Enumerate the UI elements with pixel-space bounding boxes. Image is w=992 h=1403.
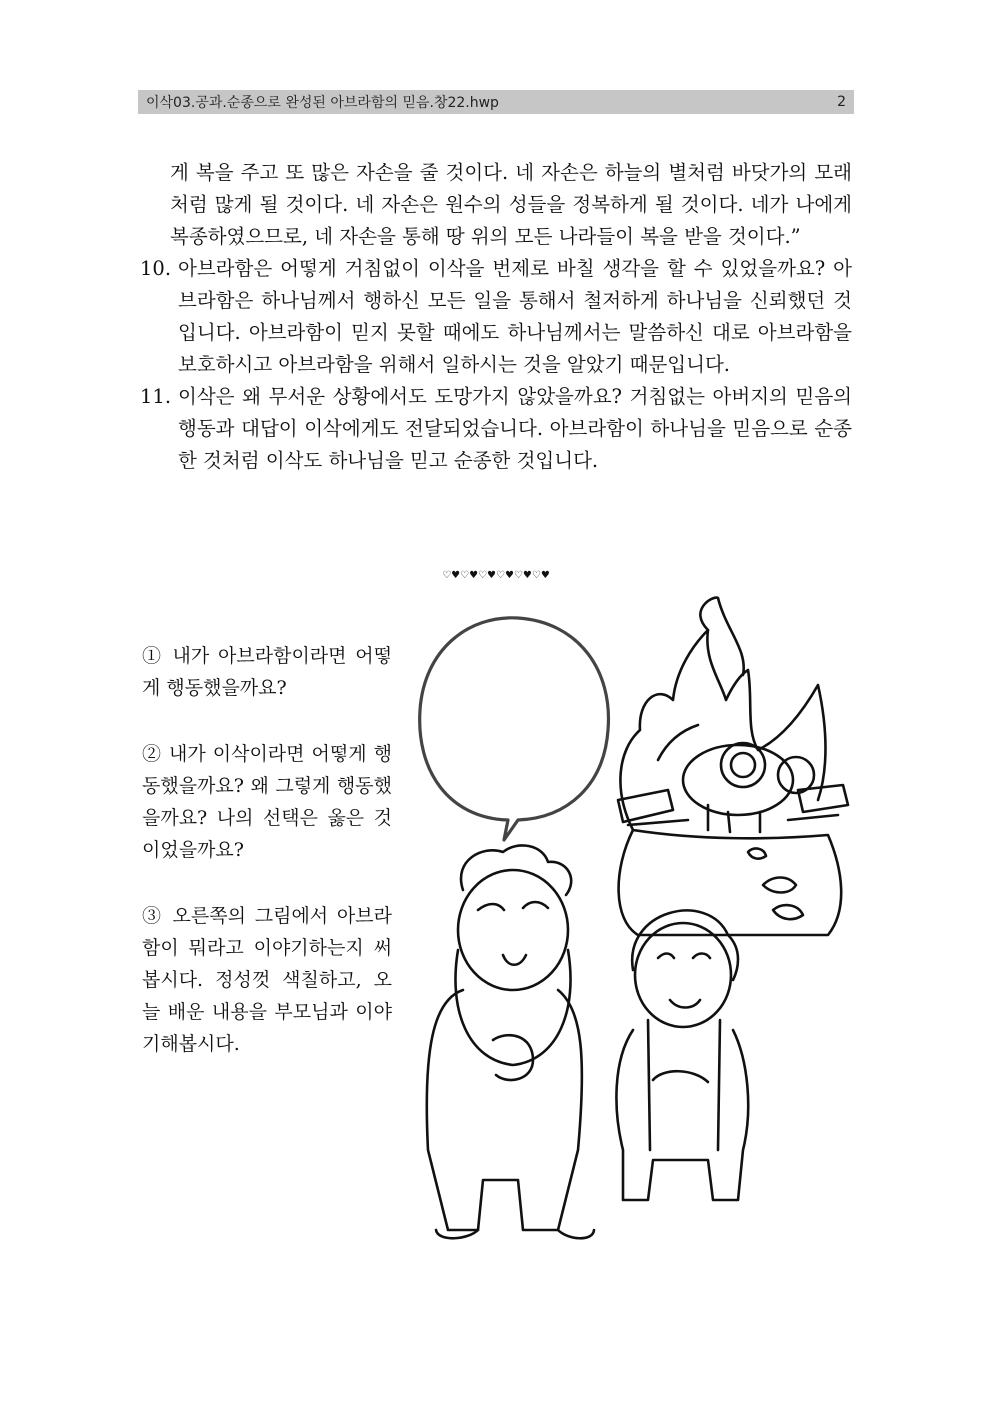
abraham-figure-icon [427, 845, 594, 1238]
heart-divider: ♡♥♡♥♡♥♡♥♡♥♡♥ [442, 570, 550, 581]
list-item [140, 381, 852, 477]
question-1: ① 내가 아브라함이라면 어떻게 행동했을까요? [142, 645, 392, 699]
question-2: ② 내가 이삭이라면 어떻게 행동했을까요? 왜 그렇게 행동했을까요? 나의 선택은 옳은 것이었을까요? [142, 743, 392, 861]
item-text: 아브라함은 어떻게 거침없이 이삭을 번제로 바칠 생각을 할 수 있었을까요? 아브라함은 하나님께서 행하신 모든 일을 통해서 철저하게 하나님을 신뢰했던 것입니다. 아브라함이 믿지 못할 때에도 하나님께서는 말씀하신 대로 아브라함을 보호하시고 아브라함을 위해서 일하시는 것을 알았기 때문입니다. [178, 257, 852, 376]
body-text [140, 157, 852, 477]
fire-icon [620, 598, 825, 830]
document-header [138, 90, 854, 114]
isaac-figure-icon [616, 910, 748, 1200]
coloring-illustration [408, 590, 852, 1260]
header-filename: 이삭03.공과.순종으로 완성된 아브라함의 믿음.창22.hwp [146, 95, 499, 111]
quote-continuation: 게 복을 주고 또 많은 자손을 줄 것이다. 네 자손은 하늘의 별처럼 바닷가의 모래처럼 많게 될 것이다. 네 자손은 원수의 성들을 정복하게 될 것이다. 네가 나에게 복종하였으므로, 네 자손을 통해 땅 위의 모든 나라들이 복을 받을 것이다.” [170, 161, 852, 248]
question-3: ③ 오른쪽의 그림에서 아브라함이 뭐라고 이야기하는지 써봅시다. 정성껏 색칠하고, 오늘 배운 내용을 부모님과 이야기해봅시다. [142, 905, 392, 1055]
item-number: 11. [140, 385, 172, 408]
speech-bubble-icon [420, 618, 609, 840]
item-text: 이삭은 왜 무서운 상황에서도 도망가지 않았을까요? 거침없는 아버지의 믿음의 행동과 대답이 이삭에게도 전달되었습니다. 아브라함이 하나님을 믿음으로 순종한 것처럼 이삭도 하나님을 믿고 순종한 것입니다. [178, 385, 852, 472]
header-page-number: 2 [837, 94, 846, 110]
logs-icon [618, 785, 848, 825]
list-item [140, 253, 852, 381]
altar-icon [619, 830, 842, 935]
item-number: 10. [140, 257, 172, 280]
question-list [142, 640, 392, 1094]
